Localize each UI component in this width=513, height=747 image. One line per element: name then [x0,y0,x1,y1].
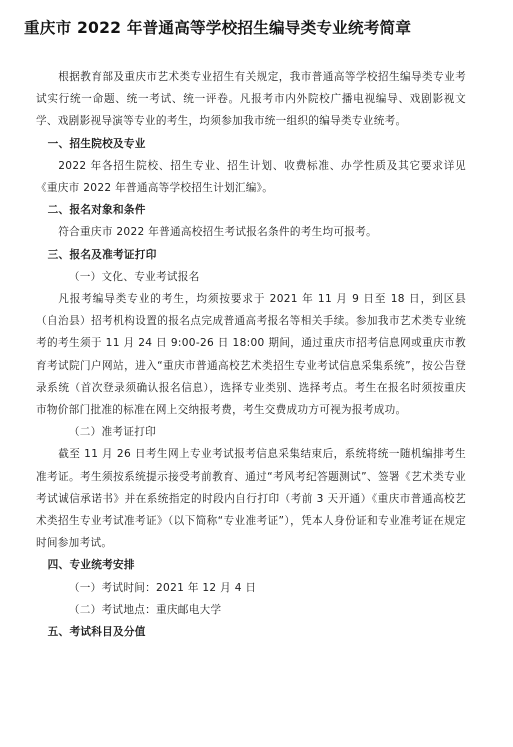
document-title: 重庆市 2022 年普通高等学校招生编导类专业统考简章 [24,19,412,37]
exam-location: （二）考试地点：重庆邮电大学 [68,603,222,616]
section-heading-3: 三、报名及准考证打印 [47,248,157,261]
exam-time: （一）考试时间：2021 年 12 月 4 日 [68,581,257,594]
section-heading-1: 一、招生院校及专业 [47,137,146,150]
section-heading-2: 二、报名对象和条件 [47,204,146,217]
section-3-subheading-1: （一）文化、专业考试报名 [68,270,200,283]
section-heading-4: 四、专业统考安排 [47,559,135,572]
section-2-paragraph: 符合重庆市 2022 年普通高校招生考试报名条件的考生均可报考。 [58,226,377,239]
section-3-paragraph-2: 截至 11 月 26 日考生网上专业考试报考信息采集结束后，系统将统一随机编排考生准考证。考生须按系统提示接受考前教育、通过“考风考纪答题测试”、签署《艺术类专业考试诚信承诺书》并在系统指定的时段内自行打印（考前 3 天开通）《重庆市普通高校艺术类招生专业考试准考证》（以下简称“专业准考证”），凭本人身份证和专业准考证在规定时间参加考试。 [36,448,466,550]
section-1-paragraph: 2022 年各招生院校、招生专业、招生计划、收费标准、办学性质及其它要求详见《重庆市 2022 年普通高等学校招生计划汇编》。 [36,159,466,195]
document-body [36,66,466,643]
section-3-paragraph-1: 凡报考编导类专业的考生，均须按要求于 2021 年 11 月 9 日至 18 日，到区县（自治县）招考机构设置的报名点完成普通高考报名等相关手续。参加我市艺术类专业统考的考生须于 11 月 24 日 9:00-26 日 18:00 期间，通过重庆市招考信息网或重庆市教育考试院门户网站，进入“重庆市普通高校艺术类招生专业考试信息采集系统”，按公告登录系统（首次登录须确认报名信息），选择专业类别、选择考点。考生在报名时须按重庆市物价部门批准的标准在网上交纳报考费，考生交费成功方可视为报考成功。 [36,293,466,417]
intro-paragraph: 根据教育部及重庆市艺术类专业招生有关规定，我市普通高等学校招生编导类专业考试实行统一命题、统一考试、统一评卷。凡报考市内外院校广播电视编导、戏剧影视文学、戏剧影视导演等专业的考生，均须参加我市统一组织的编导类专业统考。 [36,71,466,128]
section-3-subheading-2: （二）准考证打印 [68,426,157,439]
section-heading-5: 五、考试科目及分值 [47,626,146,639]
